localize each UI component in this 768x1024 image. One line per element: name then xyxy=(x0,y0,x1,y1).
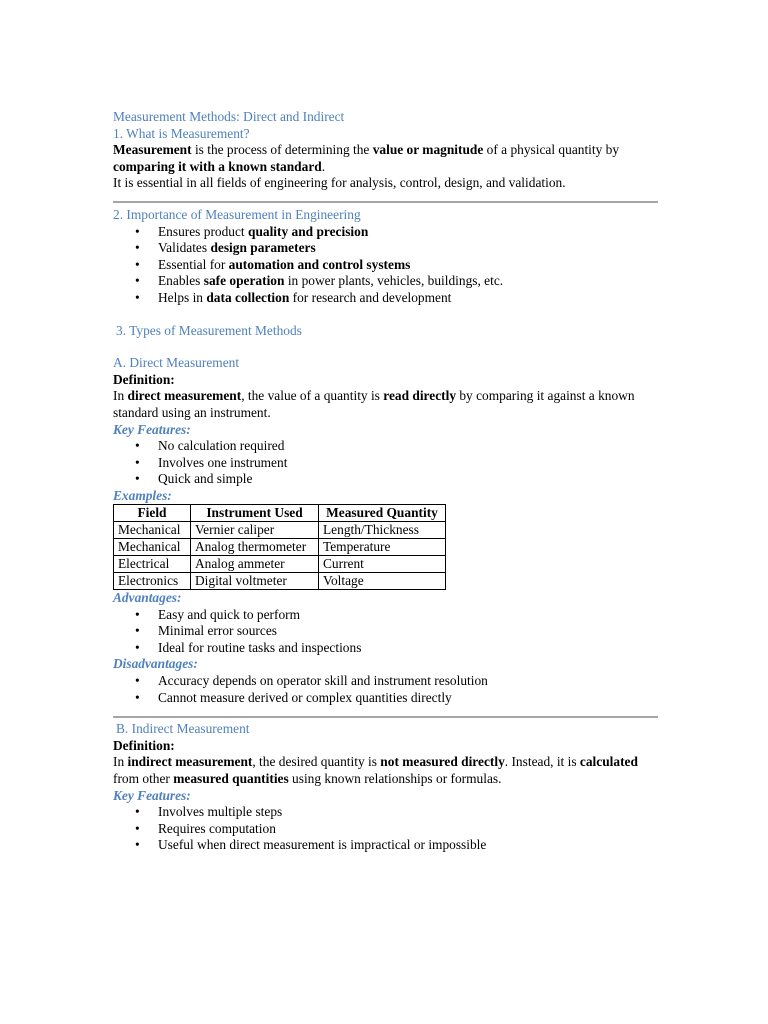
column-header: Measured Quantity xyxy=(319,505,446,522)
table-header-row xyxy=(114,505,446,522)
list-item: • Accuracy depends on operator skill and instrument resolution xyxy=(113,673,658,690)
direct-definition-line-1: In direct measurement, the value of a quantity is read directly by comparing it against a known xyxy=(113,388,635,404)
list-item: • Essential for automation and control systems xyxy=(113,257,658,274)
table-row xyxy=(114,539,446,556)
indirect-key-features-label: Key Features: xyxy=(113,787,191,803)
disadvantages-label: Disadvantages: xyxy=(113,656,198,672)
direct-measurement-heading: A. Direct Measurement xyxy=(113,355,240,371)
table-cell: Analog ammeter xyxy=(191,556,319,573)
indirect-definition-label: Definition: xyxy=(113,737,175,753)
section-3-heading: 3. Types of Measurement Methods xyxy=(116,322,302,338)
table-cell: Vernier caliper xyxy=(191,522,319,539)
list-item: • Involves one instrument xyxy=(113,455,658,472)
list-item: • No calculation required xyxy=(113,438,658,455)
direct-key-features-label: Key Features: xyxy=(113,421,191,437)
table-row xyxy=(114,556,446,573)
table-cell: Length/Thickness xyxy=(319,522,446,539)
table-cell: Temperature xyxy=(319,539,446,556)
list-item: • Quick and simple xyxy=(113,471,658,488)
indirect-definition-line-2: from other measured quantities using known relationships or formulas. xyxy=(113,770,502,786)
s1-paragraph-line-3: It is essential in all fields of engineering for analysis, control, design, and validation. xyxy=(113,175,566,191)
list-item: • Minimal error sources xyxy=(113,623,658,640)
list-item: • Ideal for routine tasks and inspections xyxy=(113,640,658,657)
document-title: Measurement Methods: Direct and Indirect xyxy=(113,109,345,124)
table-cell: Electronics xyxy=(114,573,191,590)
indirect-measurement-heading: B. Indirect Measurement xyxy=(116,721,250,737)
table-cell: Current xyxy=(319,556,446,573)
direct-definition-line-2: standard using an instrument. xyxy=(113,404,271,420)
s1-paragraph-line-2: comparing it with a known standard. xyxy=(113,158,326,174)
list-item: • Easy and quick to perform xyxy=(113,607,658,624)
table-cell: Mechanical xyxy=(114,539,191,556)
disadvantages-list xyxy=(113,673,658,706)
direct-features-list xyxy=(113,438,658,488)
section-1-heading: 1. What is Measurement? xyxy=(113,125,250,141)
indirect-features-list xyxy=(113,804,658,854)
examples-label: Examples: xyxy=(113,487,172,503)
list-item: • Validates design parameters xyxy=(113,240,658,257)
list-item: • Enables safe operation in power plants, vehicles, buildings, etc. xyxy=(113,273,658,290)
importance-list xyxy=(113,224,658,307)
direct-definition-label: Definition: xyxy=(113,371,175,387)
list-item: • Ensures product quality and precision xyxy=(113,224,658,241)
examples-table xyxy=(113,504,446,590)
document-body xyxy=(113,109,658,854)
table-cell: Digital voltmeter xyxy=(191,573,319,590)
table-row xyxy=(114,573,446,590)
table-cell: Mechanical xyxy=(114,522,191,539)
table-cell: Electrical xyxy=(114,556,191,573)
column-header: Instrument Used xyxy=(191,505,319,522)
table-row xyxy=(114,522,446,539)
s1-paragraph-line-1: Measurement is the process of determining the value or magnitude of a physical quantity by xyxy=(113,142,620,158)
section-2-heading: 2. Importance of Measurement in Engineering xyxy=(113,206,361,222)
indirect-definition-line-1: In indirect measurement, the desired quantity is not measured directly. Instead, it is calculated xyxy=(113,754,638,770)
table-cell: Voltage xyxy=(319,573,446,590)
advantages-label: Advantages: xyxy=(113,590,182,605)
list-item: • Involves multiple steps xyxy=(113,804,658,821)
advantages-list xyxy=(113,607,658,657)
list-item: • Cannot measure derived or complex quantities directly xyxy=(113,690,658,707)
list-item: • Requires computation xyxy=(113,821,658,838)
horizontal-rule xyxy=(113,201,658,203)
list-item: • Useful when direct measurement is impractical or impossible xyxy=(113,837,658,854)
list-item: • Helps in data collection for research and development xyxy=(113,290,658,307)
horizontal-rule xyxy=(113,716,658,718)
table-cell: Analog thermometer xyxy=(191,539,319,556)
column-header: Field xyxy=(114,505,191,522)
